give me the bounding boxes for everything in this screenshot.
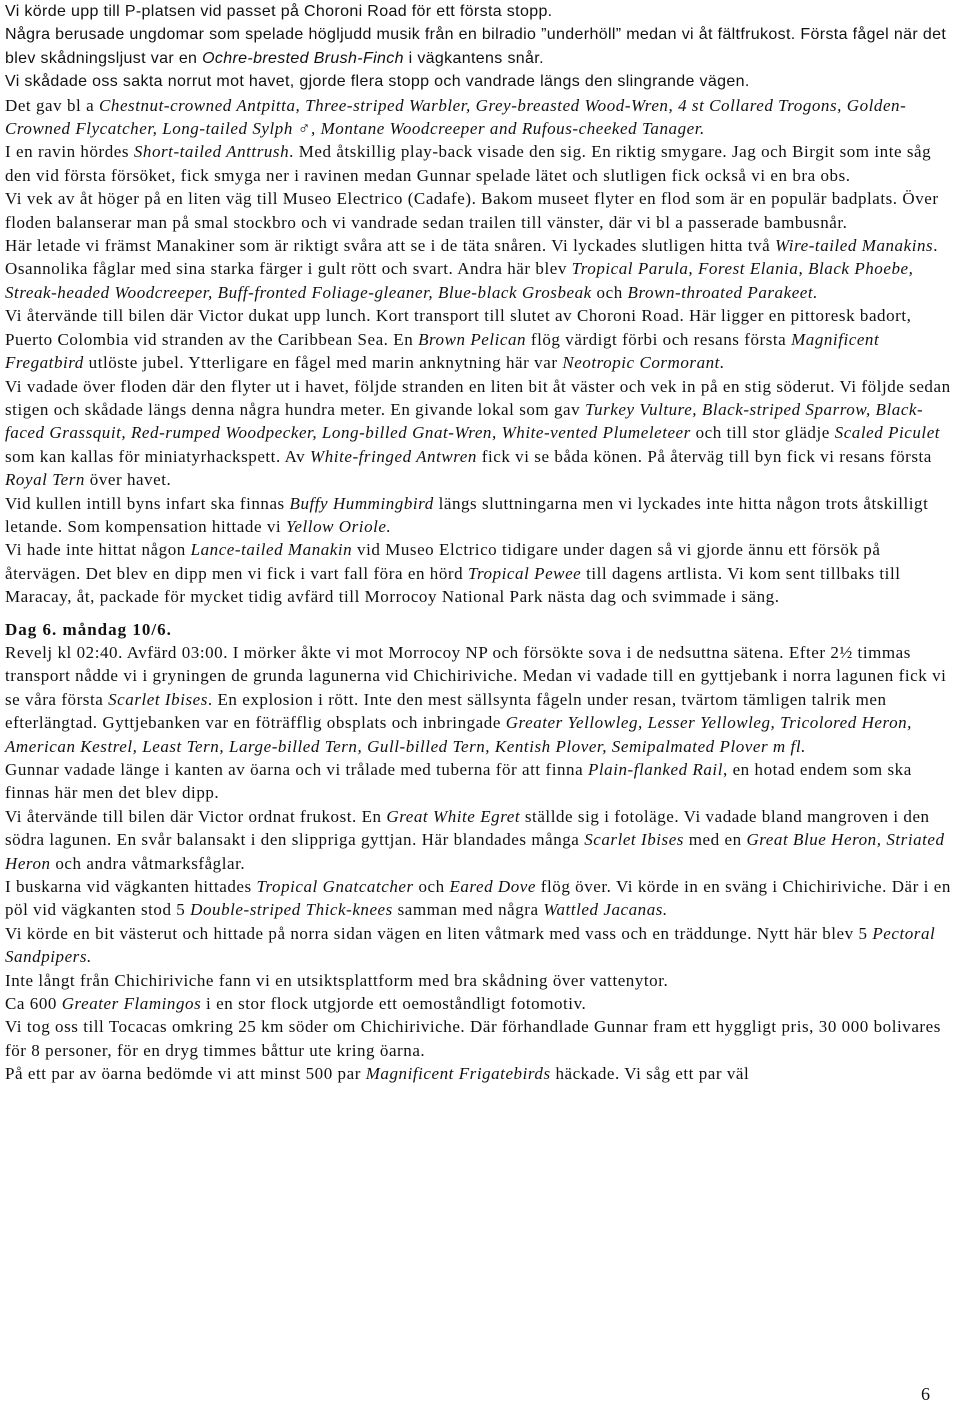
text-run: och [591, 282, 628, 302]
species-name: Royal Tern [5, 470, 85, 490]
species-name: White-fringed Antwren [310, 446, 477, 466]
text-run: I en ravin hördes [5, 142, 134, 162]
species-name: Wattled Jacanas. [543, 900, 668, 920]
species-name: Plain-flanked Rail [587, 760, 723, 779]
text-run: Revelj kl 02:40. Avfärd 03:00. I mörker åkte vi mot Morrocoy NP och försökte sova i de nedsuttna sätena. Efter 2½ timmas transport nådde vi i gryningen de grunda lagunerna vid Chichiriviche. Medan vi vadade till en gyttjebank i norra lagunen fick vi se våra första [5, 642, 947, 709]
paragraph [5, 70, 954, 93]
paragraph [5, 875, 954, 922]
species-name: Greater Yellowleg, Lesser Yellowleg, Tricolored Heron, American Kestrel, Least Tern, Large-billed Tern, Gull-billed Tern, Kentish Plover, Semipalmated Plover m fl. [5, 713, 912, 756]
species-name: Magnificent Fregatbird [5, 329, 880, 373]
text-run: . En explosion i rött. Inte den mest sällsynta fågeln under resan, tvärtom tämligen talrik men efterlängtad. Gyttjebanken var en föträfflig obsplats och inbringade [5, 689, 887, 733]
species-name: Short-tailed Anttrush [133, 142, 290, 162]
paragraph [5, 187, 954, 234]
text-run: I buskarna vid vägkanten hittades [5, 877, 257, 897]
text-run: som kan kallas för miniatyrhackspett. Av [5, 446, 311, 466]
paragraph [5, 492, 954, 539]
paragraph [5, 922, 954, 969]
text-run: över havet. [84, 470, 172, 490]
paragraph [5, 992, 954, 1015]
paragraph [5, 1062, 954, 1085]
text-run: Ca 600 [5, 994, 62, 1014]
paragraph [5, 304, 954, 374]
text-run: samman med några [392, 900, 544, 920]
text-run: i vägkantens snår. [403, 49, 544, 67]
text-run: ställde sig i fotoläge. Vi vadade bland mangroven i den södra lagunen. En svår balansakt i den slippriga gyttjan. Här blandades många [5, 806, 930, 850]
paragraph [5, 234, 954, 304]
text-run: Vi hade inte hittat någon [5, 540, 191, 560]
text-run: Vi vek av åt höger på en liten väg till Museo Electrico (Cadafe). Bakom museet flyter en flod som är en populär badplats. Över floden balanserar man på smal stockbro och vi vandrade sedan trailen till vänster, där vi bl a passerade bambusnår. [5, 189, 939, 232]
text-run: flög värdigt förbi och resans första [526, 329, 792, 349]
text-run: Vi återvände till bilen där Victor dukat upp lunch. Kort transport till slutet av Choroni Road. Här ligger en pittoresk badort, Puerto Colombia vid stranden av the Caribbean Sea. En [5, 306, 912, 349]
text-run: Vi körde upp till P-platsen vid passet på Choroni Road för ett första stopp. [5, 3, 553, 20]
paragraph [5, 94, 954, 141]
species-name: Ochre-brested Brush-Finch [202, 49, 404, 67]
text-run: Vi tog oss till Tocacas omkring 25 km söder om Chichiriviche. Där förhandlade Gunnar fram ett hyggligt pris, 30 000 bolivares för 8 personer, för en dryg timmes båttur ute kring öarna. [5, 1017, 941, 1060]
text-run: Vi körde en bit västerut och hittade på norra sidan vägen en liten våtmark med vass och en träddunge. Nytt här blev 5 [5, 923, 873, 943]
species-name: Great White Egret [386, 806, 521, 826]
paragraph [5, 375, 954, 492]
paragraph [5, 23, 954, 70]
species-name: Tropical Parula, Forest Elania, Black Phoebe, Streak-headed Woodcreeper, Buff-fronted Foliage-gleaner, Blue-black Grosbeak [5, 259, 914, 302]
text-run: , en hotad endem som ska finnas här men det blev dipp. [5, 760, 912, 803]
text-run: Vi återvände till bilen där Victor ordnat frukost. En [5, 806, 387, 826]
species-name: Chestnut-crowned Antpitta, Three-striped Warbler, Grey-breasted Wood-Wren, 4 st Collared Trogons, Golden-Crowned Flycatcher, Long-tailed Sylph ♂, Montane Woodcreeper and Rufous-cheeked Tanager. [5, 95, 907, 139]
text-run: Vid kullen intill byns infart ska finnas [5, 493, 290, 513]
paragraph [5, 0, 954, 23]
text-run: Det gav bl a [5, 95, 100, 115]
species-name: Great Blue Heron, Striated Heron [5, 830, 945, 873]
species-name: Brown Pelican [418, 329, 527, 349]
text-run: i en stor flock utgjorde ett oemoståndligt fotomotiv. [201, 994, 587, 1014]
text-run: Inte långt från Chichiriviche fann vi en utsiktsplattform med bra skådning över vattenytor. [5, 970, 669, 990]
species-name: Pectoral Sandpipers. [5, 923, 936, 967]
species-name: Lance-tailed Manakin [190, 540, 353, 560]
text-run: vid Museo Elctrico tidigare under dagen så vi gjorde ännu ett försök på återvägen. Det blev en dipp men vi fick i vart fall föra en hörd [5, 540, 881, 583]
text-run: flög över. Vi körde in en sväng i Chichiriviche. Där i en pöl vid vägkanten stod 5 [5, 877, 951, 920]
text-run: längs sluttningarna men vi lyckades inte hitta någon trots åtskilligt letande. Som kompensation hittade vi [5, 493, 929, 536]
text-run: . Med åtskillig play-back visade den sig. En riktig smygare. Jag och Birgit som inte såg den vid första försöket, fick smyga ner i ravinen medan Gunnar spelade lätet och slutligen fick också vi en bra obs. [5, 142, 932, 185]
text-run: och till stor glädje [690, 423, 835, 443]
species-name: Magnificent Frigatebirds [365, 1064, 551, 1084]
text-run: till dagens artlista. Vi kom sent tillbaks till Maracay, åt, packade för mycket tidig avfärd till Morrocoy National Park nästa dag och svimmade i säng. [5, 563, 901, 607]
species-name: Tropical Gnatcatcher [256, 877, 414, 897]
paragraph [5, 641, 954, 758]
species-name: Double-striped Thick-knees [190, 900, 393, 920]
text-run: och andra våtmarksfåglar. [50, 853, 246, 873]
species-name: Wire-tailed Manakins [775, 236, 934, 256]
text-run: På ett par av öarna bedömde vi att minst 500 par [5, 1064, 366, 1084]
text-run: Vi skådade oss sakta norrut mot havet, gjorde flera stopp och vandrade längs den slingrande vägen. [5, 73, 750, 91]
species-name: Eared Dove [449, 877, 536, 897]
paragraph [5, 140, 954, 187]
paragraph [5, 805, 954, 875]
text-run: utlöste jubel. Ytterligare en fågel med marin anknytning här var [83, 353, 563, 373]
text-run: och [413, 877, 450, 897]
species-name: Yellow Oriole. [285, 516, 392, 536]
species-name: Scarlet Ibises [584, 830, 684, 850]
text-run: Vi vadade över floden där den flyter ut i havet, följde stranden en liten bit åt väster och vek in på en stig söderut. Vi följde sedan stigen och skådade längs denna några hundra meter. En givande lokal som gav [5, 376, 951, 419]
species-name: Turkey Vulture, Black-striped Sparrow, Black-faced Grassquit, Red-rumped Woodpecker, Long-billed Gnat-Wren, White-vented Plumeleteer [5, 399, 924, 443]
text-run: med en [683, 830, 747, 850]
species-name: Scaled Piculet [834, 423, 941, 443]
species-name: Buffy Hummingbird [289, 493, 434, 513]
species-name: Tropical Pewee [467, 563, 582, 583]
text-run: Några berusade ungdomar som spelade högljudd musik från en bilradio ”underhöll” medan vi åt fältfrukost. Första fågel när det blev skådningsljust var en [5, 26, 947, 67]
section-heading [5, 618, 954, 641]
paragraph [5, 969, 954, 992]
species-name: Scarlet Ibises [108, 689, 208, 709]
paragraph [5, 538, 954, 608]
text-run: Gunnar vadade länge i kanten av öarna och vi trålade med tuberna för att finna [5, 760, 588, 779]
species-name: Brown-throated Parakeet. [627, 282, 818, 302]
species-name: Greater Flamingos [61, 994, 202, 1014]
text-run: Här letade vi främst Manakiner som är riktigt svåra att se i de täta snåren. Vi lyckades slutligen hitta två [5, 236, 776, 256]
text-run: fick vi se båda könen. På återväg till byn fick vi resans första [476, 446, 932, 466]
paragraph [5, 758, 954, 805]
paragraph [5, 1015, 954, 1062]
text-run: häckade. Vi såg ett par väl [550, 1064, 750, 1084]
text-run: Dag 6. måndag 10/6. [5, 619, 172, 639]
species-name: Neotropic Cormorant. [562, 353, 725, 373]
body-text [5, 0, 954, 1086]
text-run: . Osannolika fåglar med sina starka färger i gult rött och svart. Andra här blev [5, 236, 938, 279]
page-number: 6 [921, 1383, 930, 1404]
